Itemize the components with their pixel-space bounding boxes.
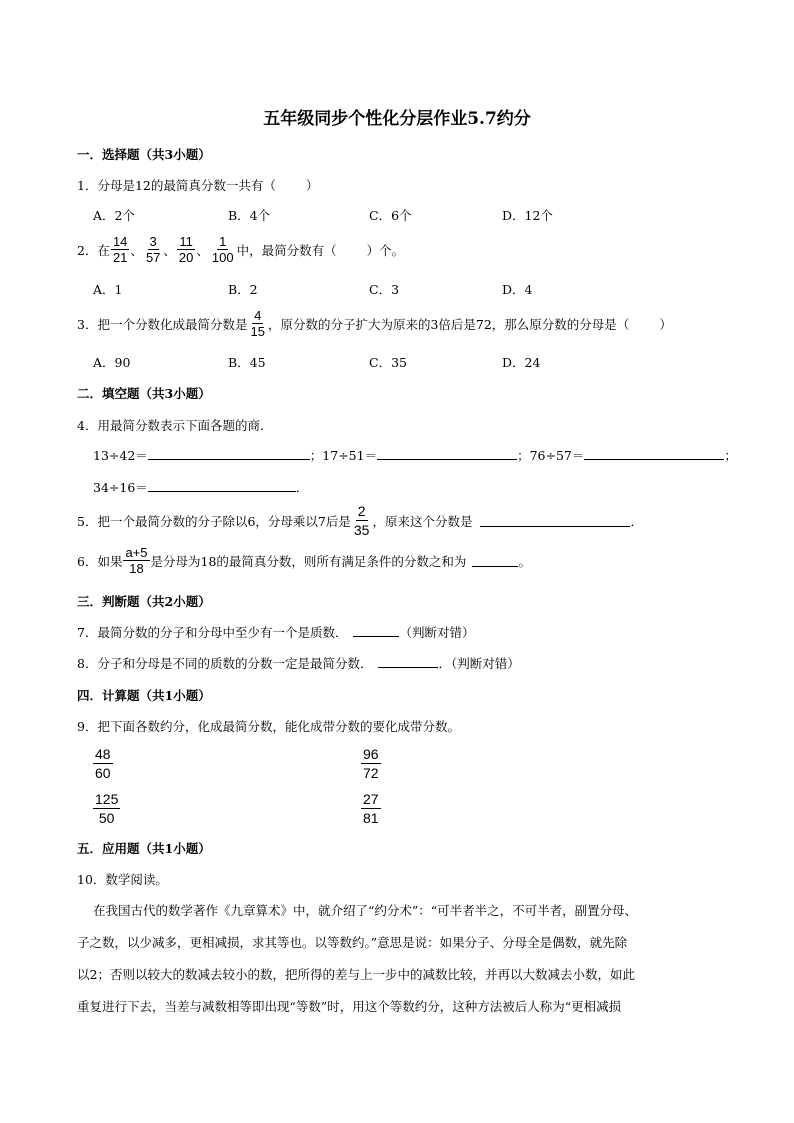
question-3-prefix: 3．把一个分数化成最简分数是 — [77, 316, 248, 332]
question-9-fraction-3: $\frac{125}{50}$ — [95, 791, 119, 826]
question-3-suffix-end: ） — [659, 316, 672, 332]
separator: 、 — [163, 242, 176, 258]
reading-paragraph-line-2: 子之数，以少减多，更相减损，求其等也。以等数约。”意思是说：如果分子、分母全是偶数，就先除 — [77, 935, 628, 950]
question-3-option-c: C．35 — [369, 355, 407, 370]
question-7-tail: （判断对错） — [399, 625, 475, 640]
question-5-prefix: 5．把一个最简分数的分子除以6，分母乘以7后是 — [77, 513, 351, 529]
question-1-option-b: B．4个 — [228, 208, 271, 223]
section-heading-application: 五．应用题（共1小题） — [77, 841, 211, 856]
question-1-option-d: D．12个 — [502, 208, 553, 223]
question-1-option-a: A．2个 — [93, 208, 135, 223]
question-6-end: 。 — [518, 553, 531, 569]
question-10: 10．数学阅读。 — [77, 872, 168, 887]
question-9-fraction-1: $\frac{48}{60}$ — [95, 746, 111, 781]
question-2-suffix: 中，最简分数有（ — [236, 242, 337, 258]
question-4-line-1 — [93, 446, 737, 464]
question-1-option-c: C．6个 — [369, 208, 412, 223]
section-heading-choice: 一．选择题（共3小题） — [77, 147, 211, 162]
question-4-separator: ； — [724, 448, 737, 463]
question-8-tail: ．（判断对错） — [438, 656, 520, 671]
question-2-option-a: A．1 — [93, 282, 123, 297]
section-heading-calc: 四．计算题（共1小题） — [77, 688, 211, 703]
question-4-line-2 — [93, 478, 308, 496]
question-4: 4．用最简分数表示下面各题的商． — [77, 418, 273, 433]
question-3-option-d: D．24 — [502, 355, 541, 370]
reading-paragraph-line-1: 在我国古代的数学著作《九章算术》中，就介绍了“约分术”：“可半者半之，不可半者，副置分母、 — [93, 903, 638, 918]
question-5-end: ． — [630, 513, 643, 529]
question-2-fraction-4: $\frac{1}{100}$ — [211, 234, 234, 265]
question-2 — [77, 234, 404, 265]
question-4-item-3: ；76÷57＝ — [517, 448, 585, 463]
separator: 、 — [196, 242, 209, 258]
reading-paragraph-line-4: 重复进行下去，当差与减数相等即出现“等数”时，用这个等数约分，这种方法被后人称为“更相减损 — [77, 999, 622, 1014]
question-1-text: 1．分母是12的最简真分数一共有（ — [77, 178, 276, 193]
question-4-item-1: 13÷42＝ — [93, 448, 148, 463]
question-1-text-end: ） — [305, 178, 319, 193]
question-6-fraction: $\frac{a+5}{18}$ — [125, 545, 148, 576]
answer-blank[interactable] — [148, 479, 296, 492]
question-2-option-c: C．3 — [369, 282, 400, 297]
question-2-fraction-1: $\frac{14}{21}$ — [112, 234, 128, 265]
question-4-item-4: 34÷16＝ — [93, 480, 148, 495]
question-2-option-d: D．4 — [502, 282, 533, 297]
question-9-fraction-4: $\frac{27}{81}$ — [363, 791, 379, 826]
question-2-option-b: B．2 — [228, 282, 258, 297]
question-9-fraction-2: $\frac{96}{72}$ — [363, 746, 379, 781]
question-1 — [77, 176, 318, 194]
answer-blank[interactable] — [480, 514, 630, 527]
page-title: 五年级同步个性化分层作业5.7约分 — [263, 109, 531, 129]
section-heading-judge: 三．判断题（共2小题） — [77, 594, 211, 609]
question-6-prefix: 6．如果 — [77, 553, 123, 569]
question-5-fraction: $\frac{2}{35}$ — [353, 503, 370, 538]
answer-blank[interactable] — [378, 655, 438, 668]
answer-blank[interactable] — [377, 447, 517, 460]
question-5 — [77, 502, 643, 539]
question-2-fraction-2: $\frac{3}{57}$ — [145, 234, 161, 265]
question-3-option-b: B．45 — [228, 355, 266, 370]
question-5-suffix: ，原来这个分数是 — [372, 513, 473, 529]
separator: 、 — [130, 242, 143, 258]
question-9: 9．把下面各数约分，化成最简分数，能化成带分数的要化成带分数。 — [77, 719, 460, 734]
question-3 — [77, 308, 672, 339]
answer-blank[interactable] — [148, 447, 310, 460]
question-8-text: 8．分子和分母是不同的质数的分数一定是最简分数． — [77, 656, 373, 671]
question-3-suffix: ，原分数的分子扩大为原来的3倍后是72，那么原分数的分母是（ — [267, 316, 630, 332]
question-6 — [77, 545, 531, 576]
question-8 — [77, 654, 520, 672]
answer-blank[interactable] — [353, 624, 399, 637]
answer-blank[interactable] — [584, 447, 724, 460]
section-heading-fill: 二．填空题（共3小题） — [77, 386, 211, 401]
question-4-item-2: ；17÷51＝ — [309, 448, 378, 463]
question-4-end: ． — [295, 480, 309, 495]
question-3-fraction: $\frac{4}{15}$ — [250, 308, 265, 339]
question-6-suffix: 是分母为18的最简真分数，则所有满足条件的分数之和为 — [150, 553, 467, 569]
question-3-option-a: A．90 — [93, 355, 131, 370]
reading-paragraph-line-3: 以2；否则以较大的数减去较小的数，把所得的差与上一步中的减数比较，并再以大数减去小数，如此 — [77, 967, 635, 982]
question-2-suffix-end: ）个。 — [366, 242, 405, 258]
question-2-prefix: 2．在 — [77, 242, 110, 258]
question-7 — [77, 623, 474, 641]
question-7-text: 7．最简分数的分子和分母中至少有一个是质数． — [77, 625, 348, 640]
answer-blank[interactable] — [472, 554, 518, 567]
question-2-fraction-3: $\frac{11}{20}$ — [178, 234, 194, 265]
